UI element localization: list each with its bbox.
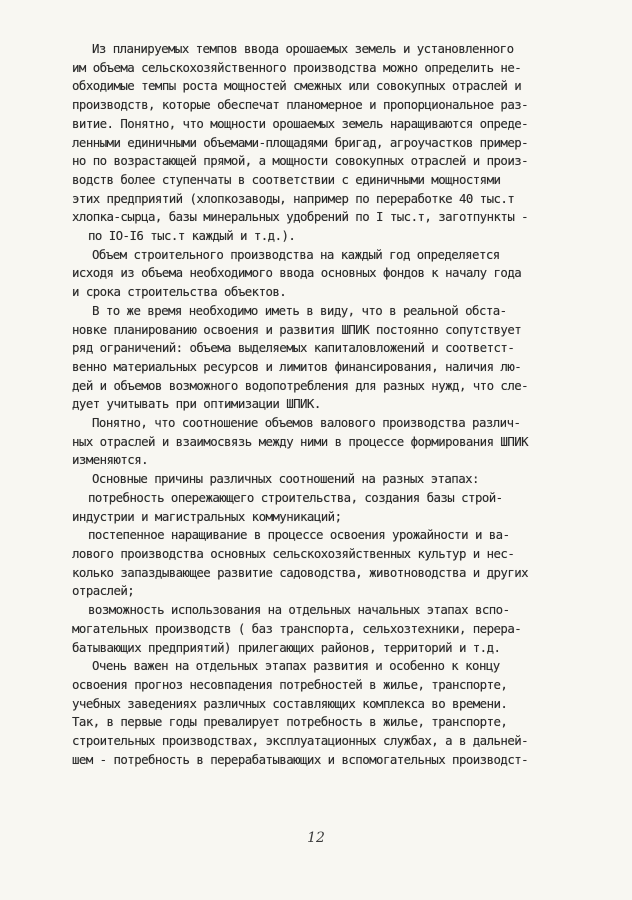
text-line: витие. Понятно, что мощности орошаемых земель наращиваются опреде- [72,115,529,131]
text-line: могательных производств ( баз транспорта, сельхозтехники, перера- [72,620,522,636]
text-line: потребность опережающего строительства, создания базы строй- [88,489,503,505]
text-line: дей и объемов возможного водопотребления для разных нужд, что сле- [72,377,529,393]
text-line: хлопка-сырца, базы минеральных удобрений по I тыс.т, заготпункты - [72,209,529,225]
text-line: им объема сельскохозяйственного производства можно определить не- [72,59,522,75]
text-line: по IO-I6 тыс.т каждый и т.д.). [88,228,296,244]
text-line: лового производства основных сельскохозяйственных культур и нес- [72,545,515,561]
text-line: В то же время необходимо иметь в виду, что в реальной обста- [92,302,507,318]
text-line: новке планированию освоения и развития ШПИК постоянно сопутствует [72,321,522,337]
text-line: обходимые темпы роста мощностей смежных или совокупных отраслей и [72,78,522,94]
text-line: отраслей; [72,583,135,599]
text-line: производств, которые обеспечат планомерное и пропорциональное раз- [72,97,529,113]
text-line: Основные причины различных соотношений на разных этапах: [92,471,479,487]
page-number: 12 [307,830,325,846]
text-line: ряд ограничений: объема выделяемых капиталовложений и соответст- [72,340,515,356]
text-line: Из планируемых темпов ввода орошаемых земель и установленного [92,41,514,56]
text-line: ленными единичными объемами-площадями бригад, агроучастков пример- [72,134,529,150]
text-line: Очень важен на отдельных этапах развития и особенно к концу [92,658,500,674]
text-line: Объем строительного производства на каждый год определяется [92,246,500,262]
text-line: батывающих предприятий) прилегающих районов, территорий и т.д. [72,639,501,655]
text-line: дует учитывать при оптимизации ШПИК. [72,396,321,412]
text-line: этих предприятий (хлопкозаводы, например по переработке 40 тыс.т [72,190,515,206]
text-line: и срока строительства объектов. [72,284,287,300]
text-line: возможность использования на отдельных начальных этапах вспо- [88,602,510,618]
text-line: но по возрастающей прямой, а мощности совокупных отраслей и произ- [72,153,529,169]
text-line: освоения прогноз несовпадения потребностей в жилье, транспорте, [72,676,508,692]
text-line: изменяются. [72,452,149,468]
text-line: строительных производствах, эксплуатационных службах, а в дальней- [72,733,529,749]
text-line: венно материальных ресурсов и лимитов финансирования, наличия лю- [72,358,522,374]
body-text [72,40,592,769]
text-line: исходя из объема необходимого ввода основных фондов к началу года [72,265,522,281]
text-line: Понятно, что соотношение объемов валового производства различ- [92,415,521,431]
text-line: ных отраслей и взаимосвязь между ними в процессе формирования ШПИК [72,433,529,449]
text-line: Так, в первые годы превалирует потребность в жилье, транспорте, [72,714,508,730]
text-line: водств более ступенчаты в соответствии с единичными мощностями [72,171,501,187]
text-line: индустрии и магистральных коммуникаций; [72,508,342,524]
text-line: колько запаздывающее развитие садоводства, животноводства и других [72,564,529,580]
text-line: учебных заведениях различных составляющих комплекса во времени. [72,695,508,711]
text-line: постепенное наращивание в процессе освоения урожайности и ва- [88,527,510,543]
text-line: шем - потребность в перерабатывающих и вспомогательных производст- [72,751,529,767]
